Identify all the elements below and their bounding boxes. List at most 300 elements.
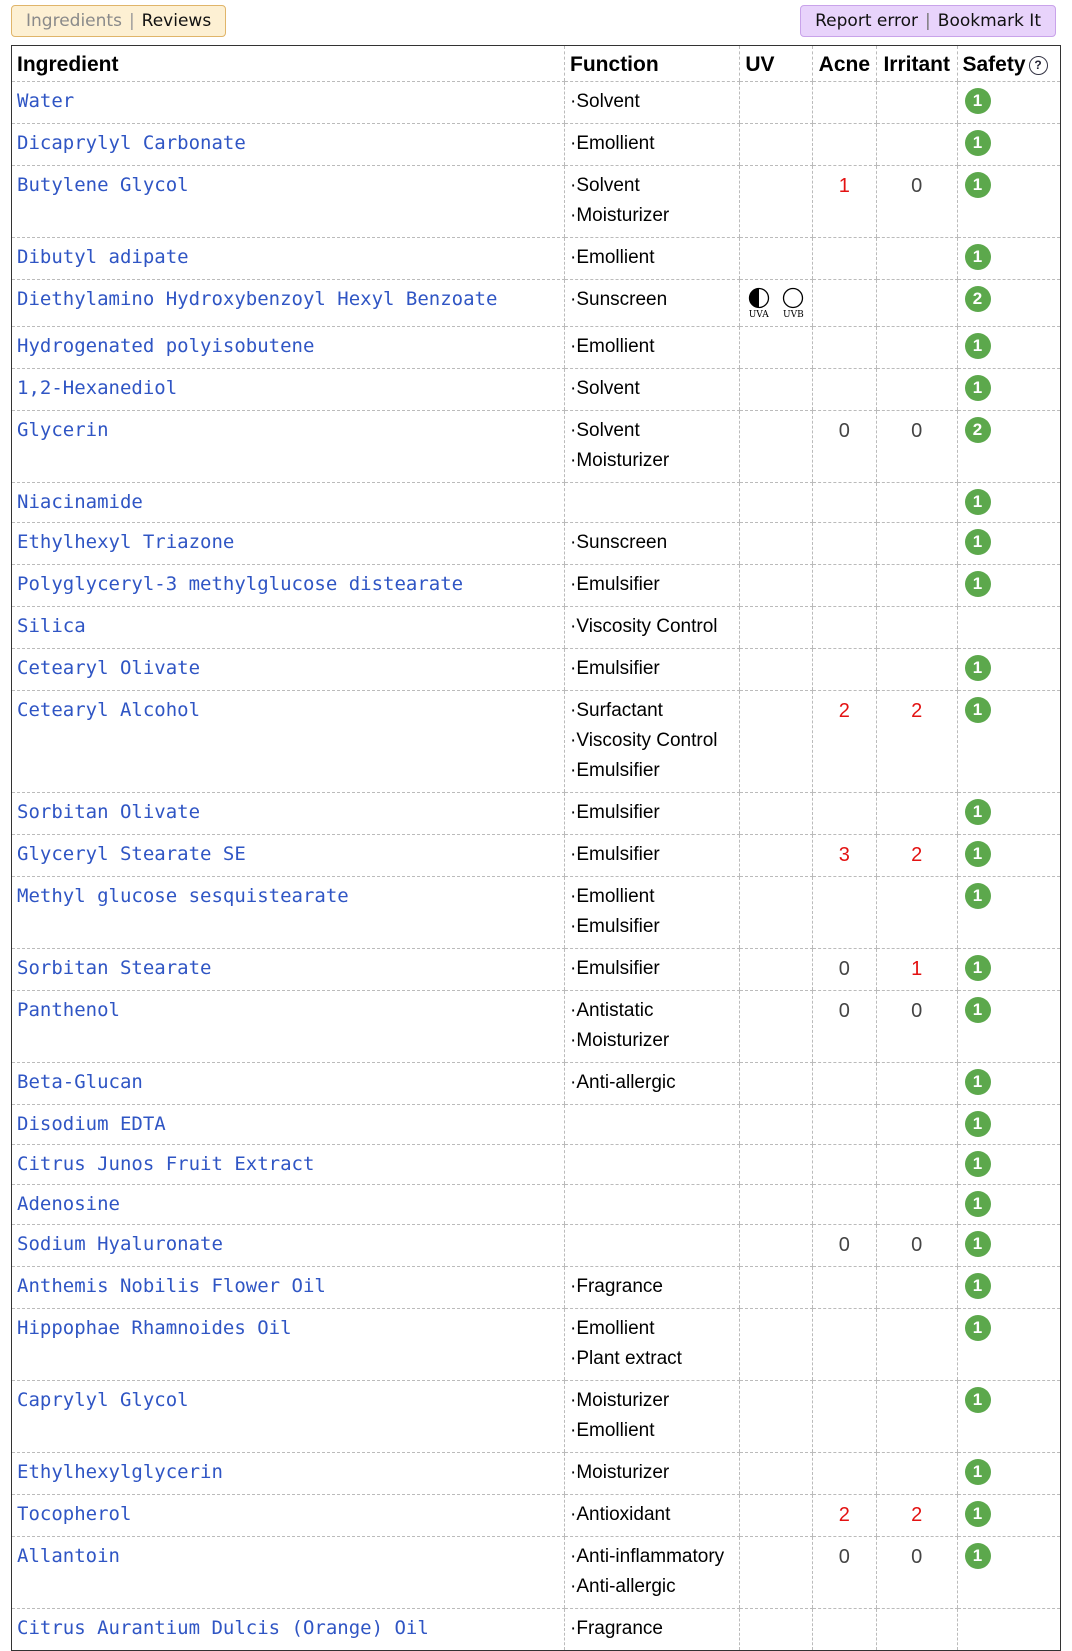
ingredient-link[interactable]: Sodium Hyaluronate [17,1233,223,1255]
table-row [12,1609,1060,1651]
uv-indicators [745,285,806,320]
acne-cell [812,607,876,649]
irritant-cell [876,649,957,691]
uv-cell [740,1267,812,1309]
table-row [12,411,1060,483]
ingredient-cell [12,1609,565,1651]
function-cell [565,1309,740,1381]
ingredient-cell [12,1537,565,1609]
irritant-cell [876,1105,957,1145]
uv-cell [740,369,812,411]
ingredient-link[interactable]: Sorbitan Olivate [17,801,201,823]
function-item: ·Emollient [570,1318,655,1339]
ingredient-link[interactable]: Ethylhexylglycerin [17,1461,223,1483]
safety-score-badge: 1 [965,655,991,681]
table-row [12,565,1060,607]
safety-cell [957,483,1060,523]
safety-header-label: Safety [962,53,1026,76]
safety-cell [957,949,1060,991]
safety-cell [957,607,1060,649]
irritant-cell [876,565,957,607]
ingredient-link[interactable]: Polyglyceryl-3 methylglucose distearate [17,573,464,595]
uvb-indicator [780,287,807,320]
action-buttons [800,5,1056,37]
uvb-label: UVB [783,310,804,320]
ingredient-cell [12,835,565,877]
ingredient-cell [12,411,565,483]
acne-cell [812,1609,876,1651]
safety-score-badge: 1 [965,1231,991,1257]
safety-score-badge: 1 [965,1069,991,1095]
report-error-button[interactable]: Report error [815,11,919,31]
ingredient-link[interactable]: Methyl glucose sesquistearate [17,885,349,907]
ingredient-link[interactable]: Dicaprylyl Carbonate [17,132,246,154]
safety-cell [957,327,1060,369]
table-row [12,523,1060,565]
safety-cell [957,1309,1060,1381]
column-header-acne: Acne [812,46,876,82]
safety-score-badge: 1 [965,489,991,515]
function-item: ·Antioxidant [570,1504,671,1525]
uv-cell [740,238,812,280]
ingredient-cell [12,483,565,523]
ingredient-cell [12,1381,565,1453]
uv-cell [740,949,812,991]
function-item: ·Emulsifier [570,802,660,823]
safety-score-badge: 1 [965,244,991,270]
function-cell [565,1453,740,1495]
ingredient-cell [12,877,565,949]
table-row [12,238,1060,280]
safety-score-badge: 1 [965,697,991,723]
acne-cell [812,280,876,327]
ingredient-link[interactable]: Niacinamide [17,491,143,513]
bookmark-button[interactable]: Bookmark It [937,11,1041,31]
acne-cell: 0 [812,1225,876,1267]
column-header-uv: UV [740,46,812,82]
safety-score-badge: 1 [965,799,991,825]
function-cell [565,793,740,835]
table-row [12,124,1060,166]
function-cell [565,565,740,607]
table-row [12,369,1060,411]
function-item: ·Emulsifier [570,574,660,595]
table-row [12,82,1060,124]
acne-cell: 3 [812,835,876,877]
tab-reviews[interactable]: Reviews [141,11,212,31]
safety-score-badge: 1 [965,1501,991,1527]
ingredient-link[interactable]: Anthemis Nobilis Flower Oil [17,1275,326,1297]
safety-score-badge: 1 [965,1459,991,1485]
function-cell [565,1495,740,1537]
acne-cell [812,1381,876,1453]
top-bar [0,0,1072,44]
ingredient-link[interactable]: Tocopherol [17,1503,132,1525]
irritant-cell [876,1309,957,1381]
function-cell [565,607,740,649]
uv-cell [740,1309,812,1381]
safety-cell [957,877,1060,949]
ingredient-link[interactable]: Cetearyl Alcohol [17,699,201,721]
uv-cell [740,991,812,1063]
function-item: ·Moisturizer [570,1462,670,1483]
acne-cell: 0 [812,949,876,991]
column-header-irritant: Irritant [876,46,957,82]
function-cell [565,238,740,280]
safety-cell [957,1453,1060,1495]
acne-cell: 2 [812,691,876,793]
safety-score-badge: 1 [965,883,991,909]
safety-cell [957,124,1060,166]
function-cell [565,1105,740,1145]
ingredient-link[interactable]: Glyceryl Stearate SE [17,843,246,865]
ingredient-cell [12,238,565,280]
safety-score-badge: 1 [965,172,991,198]
table-row [12,483,1060,523]
function-cell [565,327,740,369]
ingredient-cell [12,949,565,991]
function-item: ·Emollient [570,247,655,268]
irritant-cell: 0 [876,1537,957,1609]
ingredient-link[interactable]: Butylene Glycol [17,174,189,196]
ingredient-link[interactable]: Adenosine [17,1193,120,1215]
irritant-cell: 0 [876,991,957,1063]
ingredient-cell [12,166,565,238]
function-cell [565,124,740,166]
irritant-cell [876,793,957,835]
table-row [12,1537,1060,1609]
acne-cell: 0 [812,1537,876,1609]
uv-cell [740,877,812,949]
irritant-cell: 0 [876,411,957,483]
safety-score-badge: 1 [965,88,991,114]
uv-cell [740,523,812,565]
uv-cell [740,835,812,877]
uva-label: UVA [748,310,769,320]
uv-cell [740,1453,812,1495]
safety-score-badge: 1 [965,375,991,401]
table-row [12,1453,1060,1495]
safety-cell [957,1105,1060,1145]
safety-score-badge: 1 [965,1543,991,1569]
acne-cell [812,1063,876,1105]
irritant-cell: 2 [876,1495,957,1537]
ingredient-link[interactable]: Ethylhexyl Triazone [17,531,235,553]
acne-cell [812,82,876,124]
function-cell [565,691,740,793]
uv-cell [740,565,812,607]
ingredient-link[interactable]: Dibutyl adipate [17,246,189,268]
safety-cell [957,369,1060,411]
ingredient-cell [12,1453,565,1495]
acne-cell [812,483,876,523]
safety-score-badge: 2 [965,417,991,443]
acne-cell [812,1267,876,1309]
table-row [12,280,1060,327]
table-row [12,1105,1060,1145]
tab-ingredients[interactable]: Ingredients [26,11,122,31]
column-header-safety [957,46,1060,82]
irritant-cell [876,483,957,523]
safety-score-badge: 1 [965,1315,991,1341]
safety-cell [957,1185,1060,1225]
uv-cell [740,1495,812,1537]
ingredient-link[interactable]: Allantoin [17,1545,120,1567]
ingredient-cell [12,691,565,793]
table-row [12,1145,1060,1185]
ingredient-link[interactable]: Panthenol [17,999,120,1021]
function-item: ·Surfactant [570,700,663,721]
function-cell [565,82,740,124]
function-item: ·Fragrance [570,1276,663,1297]
function-cell [565,835,740,877]
acne-cell: 2 [812,1495,876,1537]
uv-cell [740,1381,812,1453]
function-item: ·Moisturizer [570,450,670,471]
function-item: ·Emollient [570,133,655,154]
uv-cell [740,124,812,166]
function-cell [565,991,740,1063]
safety-score-badge: 2 [965,286,991,312]
table-row [12,1063,1060,1105]
function-item: ·Emulsifier [570,658,660,679]
safety-cell [957,1267,1060,1309]
ingredient-cell [12,565,565,607]
ingredient-cell [12,607,565,649]
function-item: ·Emollient [570,1420,655,1441]
action-separator: | [925,11,931,31]
uv-cell [740,607,812,649]
acne-cell [812,369,876,411]
ingredient-link[interactable]: Citrus Aurantium Dulcis (Orange) Oil [17,1617,429,1639]
irritant-cell [876,369,957,411]
safety-score-badge: 1 [965,1273,991,1299]
irritant-cell [876,1453,957,1495]
table-row [12,1495,1060,1537]
acne-cell [812,1105,876,1145]
view-tabs [11,5,226,37]
ingredient-link[interactable]: Disodium EDTA [17,1113,166,1135]
table-row [12,691,1060,793]
irritant-cell [876,238,957,280]
function-cell [565,523,740,565]
ingredient-cell [12,1225,565,1267]
safety-cell [957,1537,1060,1609]
irritant-cell: 1 [876,949,957,991]
table-row [12,327,1060,369]
ingredient-link[interactable]: Cetearyl Olivate [17,657,201,679]
uv-cell [740,793,812,835]
function-item: ·Sunscreen [570,532,668,553]
table-row [12,1267,1060,1309]
acne-cell [812,523,876,565]
table-row [12,835,1060,877]
ingredient-cell [12,1267,565,1309]
ingredient-link[interactable]: Silica [17,615,86,637]
safety-score-badge: 1 [965,955,991,981]
irritant-cell [876,327,957,369]
ingredient-link[interactable]: Beta-Glucan [17,1071,143,1093]
function-cell [565,949,740,991]
function-item: ·Moisturizer [570,1030,670,1051]
irritant-cell [876,877,957,949]
function-item: ·Emulsifier [570,916,660,937]
ingredient-cell [12,1185,565,1225]
safety-cell [957,1381,1060,1453]
ingredient-cell [12,369,565,411]
safety-score-badge: 1 [965,130,991,156]
safety-cell [957,991,1060,1063]
acne-cell [812,327,876,369]
table-row [12,1185,1060,1225]
function-cell [565,1145,740,1185]
irritant-cell: 2 [876,835,957,877]
ingredient-cell [12,1145,565,1185]
table-row [12,1225,1060,1267]
function-cell [565,877,740,949]
function-item: ·Solvent [570,175,640,196]
uv-cell [740,1225,812,1267]
function-cell [565,1537,740,1609]
irritant-cell [876,523,957,565]
uva-indicator [745,287,772,320]
ingredient-cell [12,649,565,691]
uv-cell [740,1105,812,1145]
ingredient-link[interactable]: Hippophae Rhamnoides Oil [17,1317,292,1339]
table-row [12,949,1060,991]
safety-cell [957,1145,1060,1185]
safety-cell [957,523,1060,565]
table-row [12,793,1060,835]
table-header-row [12,46,1060,82]
uv-cell [740,1185,812,1225]
irritant-cell: 0 [876,166,957,238]
table-row [12,607,1060,649]
function-item: ·Moisturizer [570,205,670,226]
help-icon[interactable]: ? [1029,56,1048,75]
irritant-cell [876,124,957,166]
ingredient-cell [12,991,565,1063]
ingredient-link[interactable]: Hydrogenated polyisobutene [17,335,315,357]
table-row [12,877,1060,949]
function-item: ·Fragrance [570,1618,663,1639]
acne-cell [812,877,876,949]
safety-score-badge: 1 [965,1151,991,1177]
safety-score-badge: 1 [965,1111,991,1137]
ingredient-cell [12,82,565,124]
uv-cell [740,649,812,691]
column-header-ingredient: Ingredient [12,46,565,82]
ingredient-cell [12,1495,565,1537]
ingredients-table [11,45,1061,1651]
acne-cell [812,649,876,691]
uva-half-circle-icon [748,287,770,309]
ingredient-cell [12,124,565,166]
uv-cell [740,483,812,523]
safety-score-badge: 1 [965,571,991,597]
table-row [12,649,1060,691]
function-item: ·Emollient [570,886,655,907]
ingredient-link[interactable]: Citrus Junos Fruit Extract [17,1153,315,1175]
uvb-empty-circle-icon [782,287,804,309]
irritant-cell [876,1063,957,1105]
uv-cell [740,327,812,369]
safety-score-badge: 1 [965,841,991,867]
safety-cell [957,1609,1060,1651]
safety-cell [957,691,1060,793]
function-item: ·Solvent [570,420,640,441]
table-row [12,166,1060,238]
safety-cell [957,1225,1060,1267]
uv-cell [740,411,812,483]
function-cell [565,1225,740,1267]
irritant-cell [876,1185,957,1225]
safety-cell [957,1495,1060,1537]
acne-cell [812,793,876,835]
safety-cell [957,835,1060,877]
function-cell [565,166,740,238]
function-item: ·Anti-inflammatory [570,1546,725,1567]
safety-cell [957,649,1060,691]
ingredient-link[interactable]: Water [17,90,75,112]
irritant-cell [876,82,957,124]
ingredient-cell [12,327,565,369]
uv-cell [740,1063,812,1105]
irritant-cell [876,280,957,327]
function-cell [565,1381,740,1453]
ingredient-link[interactable]: Caprylyl Glycol [17,1389,189,1411]
safety-cell [957,238,1060,280]
function-cell [565,483,740,523]
irritant-cell [876,1267,957,1309]
irritant-cell: 2 [876,691,957,793]
function-cell [565,649,740,691]
function-item: ·Plant extract [570,1348,682,1369]
uv-cell [740,166,812,238]
function-item: ·Anti-allergic [570,1072,676,1093]
function-item: ·Emulsifier [570,844,660,865]
acne-cell [812,1145,876,1185]
function-item: ·Moisturizer [570,1390,670,1411]
ingredient-link[interactable]: Diethylamino Hydroxybenzoyl Hexyl Benzoate [17,288,498,310]
acne-cell: 0 [812,411,876,483]
ingredient-cell [12,793,565,835]
function-item: ·Anti-allergic [570,1576,676,1597]
table-row [12,1309,1060,1381]
safety-cell [957,82,1060,124]
function-cell [565,1185,740,1225]
uv-cell [740,1537,812,1609]
irritant-cell: 0 [876,1225,957,1267]
function-cell [565,1063,740,1105]
safety-cell [957,793,1060,835]
uv-cell [740,82,812,124]
ingredient-cell [12,280,565,327]
ingredient-link[interactable]: Sorbitan Stearate [17,957,212,979]
ingredient-link[interactable]: 1,2-Hexanediol [17,377,178,399]
function-cell [565,280,740,327]
acne-cell [812,1453,876,1495]
safety-score-badge: 1 [965,1387,991,1413]
function-cell [565,1267,740,1309]
safety-score-badge: 1 [965,529,991,555]
ingredient-link[interactable]: Glycerin [17,419,109,441]
irritant-cell [876,1381,957,1453]
safety-cell [957,166,1060,238]
irritant-cell [876,1609,957,1651]
acne-cell [812,565,876,607]
function-item: ·Emulsifier [570,760,660,781]
